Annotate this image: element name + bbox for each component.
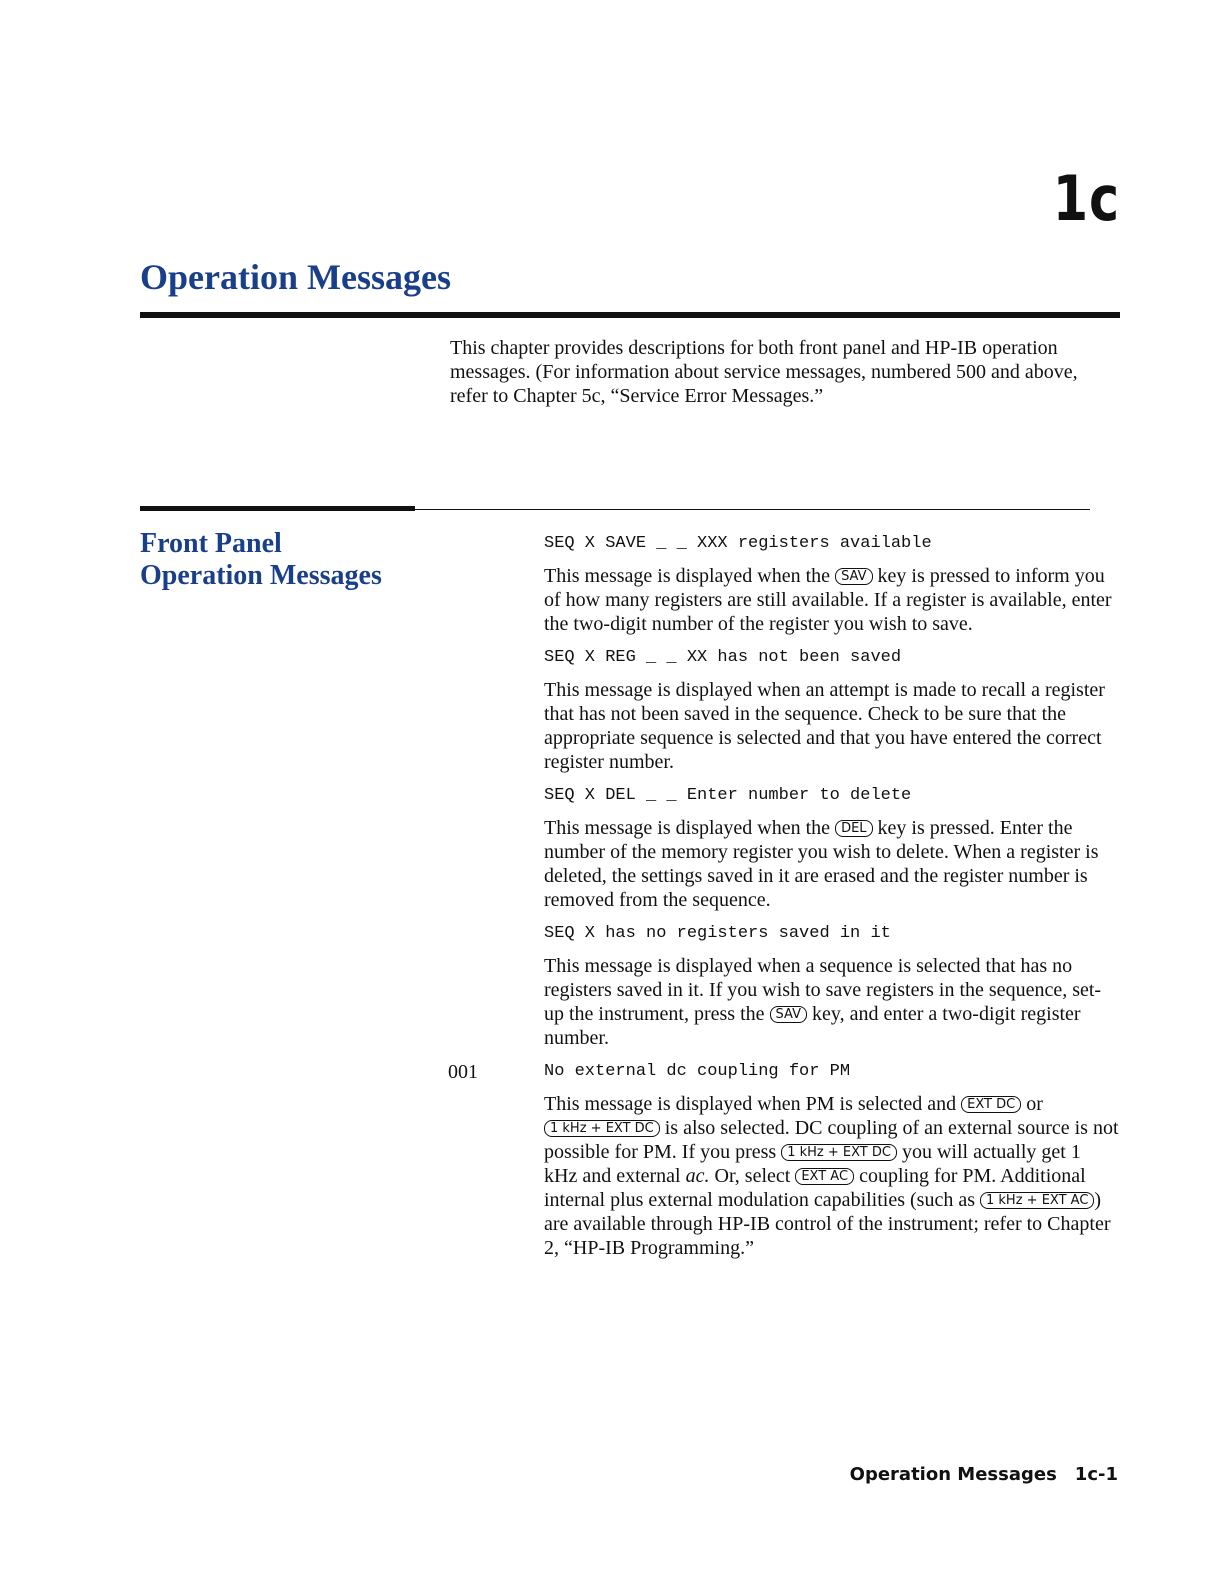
text-run: Or, select (709, 1165, 796, 1187)
message-heading: No external dc coupling for PM (544, 1062, 851, 1081)
message-heading: SEQ X REG _ _ XX has not been saved (544, 648, 902, 667)
text-run: is also selected. DC coupling of an external source is not possible for PM. If you press (544, 1117, 1119, 1163)
text-run: This message is displayed when PM is selected and (544, 1093, 962, 1115)
text-run: This message is displayed when a sequence is selected that has no registers saved in it. If you wish to save registers in the sequence, set-up the instrument, press the (544, 955, 1102, 1025)
message-heading: SEQ X has no registers saved in it (544, 924, 891, 943)
message-heading: SEQ X DEL _ _ Enter number to delete (544, 786, 912, 805)
footer-page-number: 1c-1 (1074, 1464, 1118, 1485)
page-footer (850, 1464, 1118, 1485)
message-description (544, 1092, 1119, 1260)
section-title: Front Panel Operation Messages (140, 528, 382, 591)
text-run: This message is displayed when an attempt is made to recall a register that has not been saved in the sequence. Check to be sure that the appropriate sequence is selected and that you have entered the correct register number. (544, 679, 1105, 773)
message-heading: SEQ X SAVE _ _ XXX registers available (544, 534, 932, 553)
message-entry (544, 922, 1119, 1050)
text-run: key, and enter a two-digit register number. (544, 1003, 1081, 1049)
message-description (544, 564, 1119, 636)
message-entry (544, 784, 1119, 912)
chapter-title: Operation Messages (140, 257, 451, 297)
message-entry (544, 532, 1119, 636)
chapter-intro: This chapter provides descriptions for both front panel and HP-IB operation messages. (For information about service messages, numbered 500 and above, refer to Chapter 5c, “Service Error Messages.” (450, 337, 1078, 407)
chapter-number: 1c (1052, 162, 1120, 235)
section-rule-thin (415, 509, 1090, 510)
chapter-rule (140, 312, 1120, 318)
front-panel-key: DEL (835, 820, 872, 837)
front-panel-key: EXT DC (961, 1096, 1021, 1113)
text-run: key is pressed to inform you of how many registers are still available. If a register is available, enter the two-digit number of the register you wish to save. (544, 565, 1112, 635)
front-panel-key: 1 kHz + EXT DC (544, 1120, 660, 1137)
text-run: coupling for PM. Additional internal plus external modulation capabilities (such as (544, 1165, 1086, 1211)
front-panel-key: SAV (835, 568, 872, 585)
front-panel-key: EXT AC (795, 1168, 854, 1185)
text-run: This message is displayed when the (544, 565, 836, 587)
front-panel-key: 1 kHz + EXT AC (980, 1192, 1094, 1209)
footer-section: Operation Messages (849, 1464, 1057, 1485)
message-description (544, 678, 1119, 774)
message-entry (448, 1060, 1119, 1260)
text-run: or (1021, 1093, 1043, 1115)
message-description (544, 816, 1119, 912)
section-rule-thick (140, 506, 415, 511)
italic-text: ac. (685, 1165, 710, 1187)
message-entry (544, 646, 1119, 774)
text-run: ) are available through HP-IB control of the instrument; refer to Chapter 2, “HP-IB Programming.” (544, 1189, 1111, 1259)
front-panel-key: SAV (770, 1006, 807, 1023)
text-run: key is pressed. Enter the number of the memory register you wish to delete. When a register is deleted, the settings saved in it are erased and the register number is removed from the sequence. (544, 817, 1099, 911)
message-list (448, 532, 1119, 1270)
front-panel-key: 1 kHz + EXT DC (781, 1144, 897, 1161)
text-run: you will actually get 1 kHz and external (544, 1141, 1081, 1187)
text-run: This message is displayed when the (544, 817, 836, 839)
message-code: 001 (448, 1061, 478, 1083)
message-description (544, 954, 1119, 1050)
